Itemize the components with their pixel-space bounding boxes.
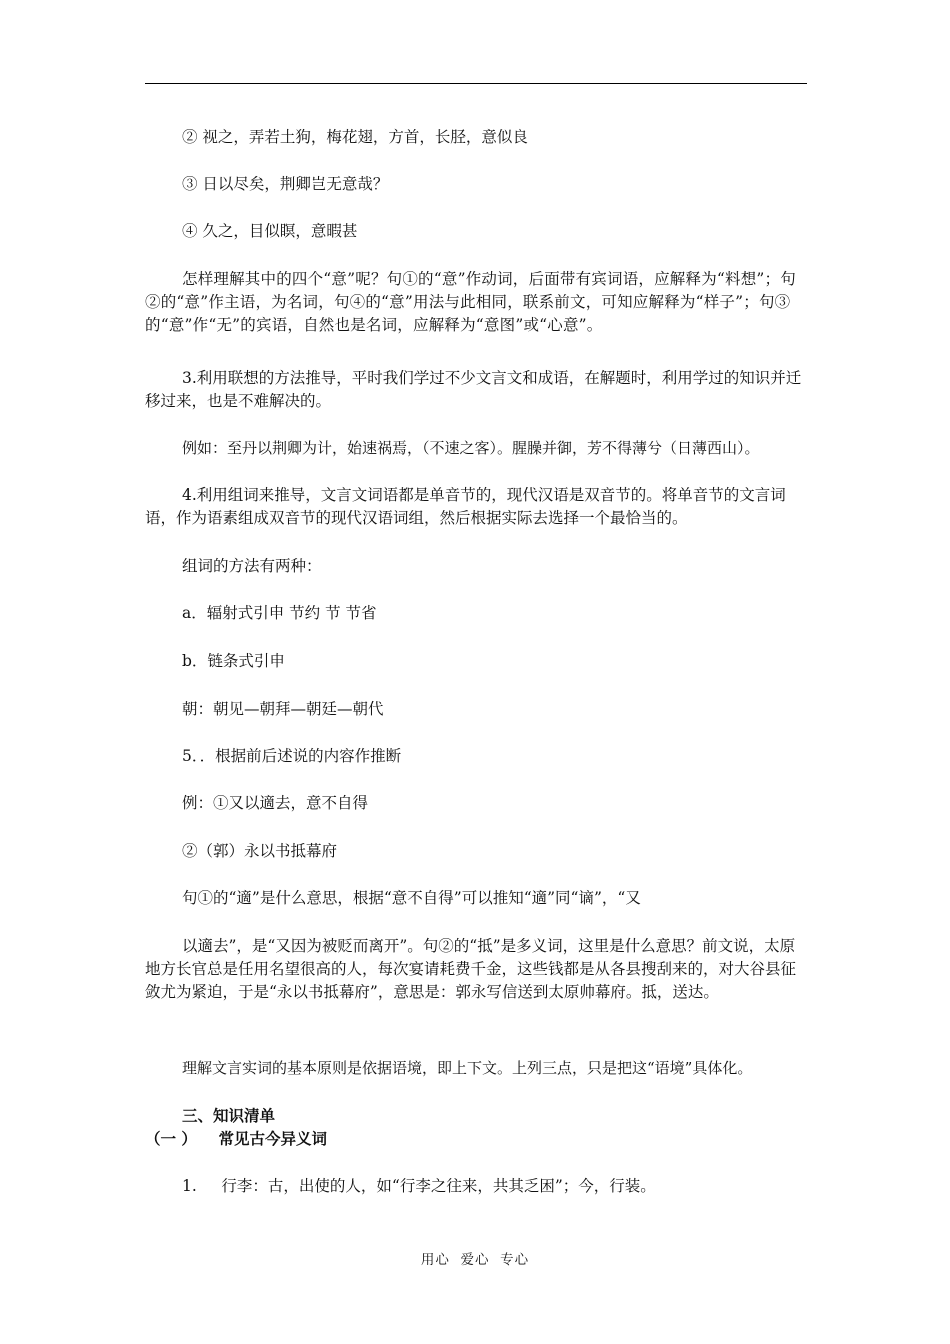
paragraph-method-3-example: 例如：至丹以荆卿为计，始速祸焉，（不速之客）。腥臊并御，芳不得薄兮（日薄西山）。 bbox=[182, 439, 760, 457]
paragraph-method-5: 5．．根据前后述说的内容作推断 bbox=[182, 747, 402, 765]
paragraph-di-explanation: 以適去”，是“又因为被贬而离开”。句②的“抵”是多义词，这里是什么意思？前文说，太原地方长官总是任用名望很高的人，每次宴请耗费千金，这些钱都是从各县搜刮来的，对大谷县征敛尤为紧迫，于是“永以书抵幕府”，意思是：郭永写信送到太原帅幕府。抵，送达。 bbox=[145, 937, 797, 1001]
paragraph-chao-chain: 朝：朝见—朝拜—朝廷—朝代 bbox=[182, 700, 384, 718]
section-heading-knowledge-list: 三、知识清单 bbox=[182, 1106, 276, 1125]
subsection-heading-ancient-modern-words: （一 ） 常见古今异义词 bbox=[145, 1129, 327, 1148]
paragraph-method-b: b．链条式引申 bbox=[182, 652, 285, 670]
paragraph-example-3: ③ 日以尽矣，荆卿岂无意哉？ bbox=[182, 175, 389, 193]
paragraph-word-methods: 组词的方法有两种： bbox=[182, 557, 322, 575]
header-rule bbox=[145, 83, 807, 84]
paragraph-method-5-example-1: 例：①又以適去，意不自得 bbox=[182, 794, 369, 812]
paragraph-method-a: a．辐射式引申 节约 节 节省 bbox=[182, 604, 377, 622]
paragraph-yi-explanation: 怎样理解其中的四个“意”呢？句①的“意”作动词，后面带有宾词语，应解释为“料想”；句②的“意”作主语，为名词，句④的“意”用法与此相同，联系前文，可知应解释为“样子”；句③的“意”作“无”的宾语，自然也是名词，应解释为“意图”或“心意”。 bbox=[145, 270, 796, 334]
paragraph-example-4: ④ 久之，目似瞑，意暇甚 bbox=[182, 222, 358, 240]
page-footer: 用心 爱心 专心 bbox=[420, 1252, 530, 1268]
list-item-xingli: 1. 行李：古，出使的人，如“行李之往来，共其乏困”；今，行装。 bbox=[182, 1177, 656, 1195]
paragraph-principle: 理解文言实词的基本原则是依据语境，即上下文。上列三点，只是把这“语境”具体化。 bbox=[182, 1059, 753, 1077]
paragraph-shi-question: 句①的“適”是什么意思，根据“意不自得”可以推知“適”同“谪”，“又 bbox=[182, 889, 641, 907]
paragraph-method-4: 4.利用组词来推导，文言文词语都是单音节的，现代汉语是双音节的。将单音节的文言词语，作为语素组成双音节的现代汉语词组，然后根据实际去选择一个最恰当的。 bbox=[145, 486, 786, 527]
paragraph-method-5-example-2: ②（郭）永以书抵幕府 bbox=[182, 842, 338, 860]
paragraph-method-3: 3.利用联想的方法推导，平时我们学过不少文言文和成语，在解题时，利用学过的知识并迁移过来，也是不难解决的。 bbox=[145, 369, 802, 410]
paragraph-example-2: ② 视之，弄若土狗，梅花翅，方首，长胫，意似良 bbox=[182, 128, 528, 146]
